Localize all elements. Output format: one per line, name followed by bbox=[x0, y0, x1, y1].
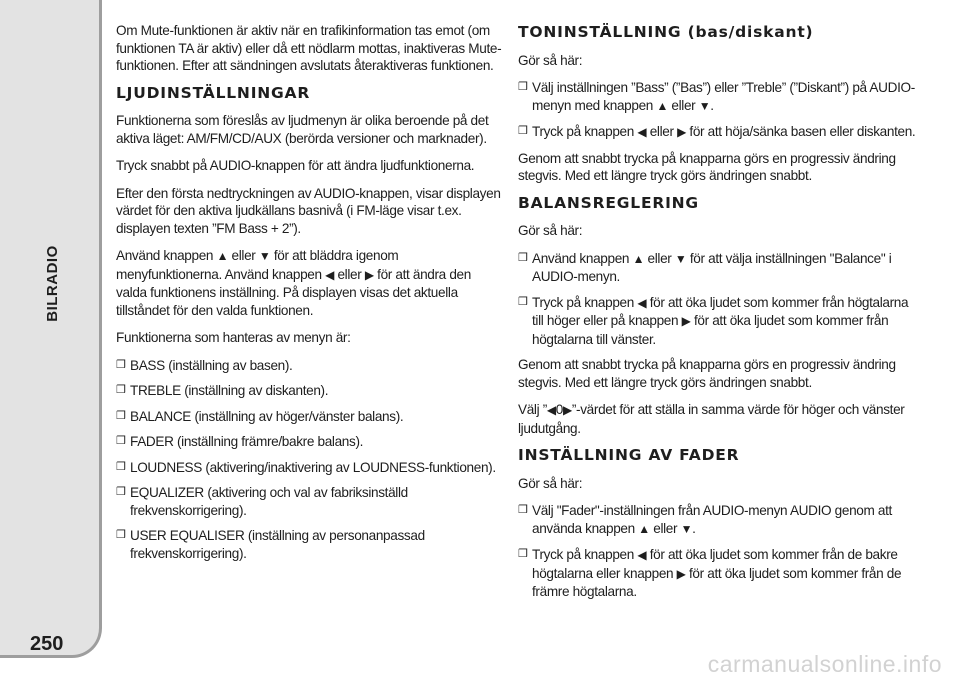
checkbox-bullet-icon: ❒ bbox=[518, 295, 528, 308]
watermark: carmanualsonline.info bbox=[707, 651, 942, 677]
arrow-down-icon: ▼ bbox=[680, 521, 693, 536]
arrow-left-icon: ◀ bbox=[325, 267, 335, 282]
list-item: ❒ Välj inställningen ”Bass” (”Bas”) eller ”Treble” (”Diskant”) på AUDIO-menyn med knappen ▲ eller ▼. bbox=[518, 79, 916, 115]
right-column bbox=[518, 22, 916, 609]
arrow-up-icon: ▲ bbox=[656, 98, 668, 113]
page-number: 250 bbox=[30, 633, 64, 655]
intro-paragraph: Om Mute-funktionen är aktiv när en trafikinformation tas emot (om funktionen TA är aktiv) eller då ett nödlarm mottas, inaktiveras Mute-funktionen. Efter att sändningen avslutats återaktiveras funktionen. bbox=[116, 23, 502, 73]
arrow-left-icon: ◀ bbox=[637, 125, 647, 139]
paragraph-buttons: Använd knappen ▲ eller ▼ för att bläddra igenom menyfunktionerna. Använd knappen ◀ eller ▶ för att ändra den valda funktionens inställning. På displayen visas det aktuella tillståndet för den valda funktionen. bbox=[116, 248, 471, 318]
checkbox-bullet-icon: ❒ bbox=[116, 529, 126, 541]
arrow-left-icon: ◀ bbox=[546, 403, 556, 417]
heading-tone-settings: TONINSTÄLLNING (bas/diskant) bbox=[518, 23, 814, 41]
arrow-up-icon: ▲ bbox=[216, 249, 229, 263]
arrow-right-icon: ▶ bbox=[676, 566, 686, 581]
heading-balance: BALANSREGLERING bbox=[518, 193, 699, 212]
list-item: ❒ EQUALIZER (aktivering och val av fabriksinställd frekvenskorrigering). bbox=[116, 485, 408, 518]
checkbox-bullet-icon: ❒ bbox=[116, 358, 126, 371]
paragraph: Genom att snabbt trycka på knapparna görs en progressiv ändring stegvis. Med ett längre tryck görs ändringen snabbt. bbox=[518, 357, 896, 390]
checkbox-bullet-icon: ❒ bbox=[518, 251, 528, 264]
checkbox-bullet-icon: ❒ bbox=[116, 460, 126, 473]
list-item: ❒ BASS (inställning av basen). bbox=[116, 357, 293, 373]
list-item: ❒ Tryck på knappen ◀ för att öka ljudet som kommer från de bakre högtalarna eller knappen ▶ för att öka ljudet som kommer från de främre högtalarna. bbox=[518, 547, 902, 599]
left-column bbox=[116, 22, 502, 570]
paragraph: Gör så här: bbox=[518, 475, 583, 491]
arrow-up-icon: ▲ bbox=[632, 251, 645, 266]
paragraph: Efter den första nedtryckningen av AUDIO-knappen, visar displayen värdet för den aktiva ljudkällans basnivå (i FM-läge visar t.ex. displayen texten ”FM Bass + 2”). bbox=[116, 185, 501, 236]
list-item: ❒ TREBLE (inställning av diskanten). bbox=[116, 383, 329, 398]
paragraph: Tryck snabbt på AUDIO-knappen för att ändra ljudfunktionerna. bbox=[116, 158, 475, 173]
paragraph: Funktionerna som föreslås av ljudmenyn är olika beroende på det aktiva läget: AM/FM/CD/AUX (berörda versioner och marknader). bbox=[116, 113, 489, 146]
paragraph: Genom att snabbt trycka på knapparna görs en progressiv ändring stegvis. Med ett längre tryck görs ändringen snabbt. bbox=[518, 150, 896, 183]
heading-fader: INSTÄLLNING AV FADER bbox=[518, 446, 740, 464]
list-item: ❒ Tryck på knappen ◀ för att öka ljudet som kommer från högtalarna till höger eller på knappen ▶ för att öka ljudet som kommer från högtalarna till vänster. bbox=[518, 294, 909, 347]
list-item: ❒ FADER (inställning främre/bakre balans). bbox=[116, 434, 364, 449]
arrow-right-icon: ▶ bbox=[677, 125, 686, 139]
checkbox-bullet-icon: ❒ bbox=[116, 409, 126, 422]
arrow-up-icon: ▲ bbox=[638, 521, 650, 536]
arrow-down-icon: ▼ bbox=[674, 251, 687, 266]
arrow-right-icon: ▶ bbox=[562, 403, 572, 417]
checkbox-bullet-icon: ❒ bbox=[518, 504, 528, 516]
paragraph: Gör så här: bbox=[518, 223, 583, 238]
arrow-down-icon: ▼ bbox=[698, 98, 711, 113]
list-item: ❒ BALANCE (inställning av höger/vänster balans). bbox=[116, 408, 404, 424]
arrow-right-icon: ▶ bbox=[364, 267, 374, 282]
list-item: ❒ Välj "Fader"-inställningen från AUDIO-menyn AUDIO genom att använda knappen ▲ eller ▼. bbox=[518, 502, 916, 538]
checkbox-bullet-icon: ❒ bbox=[116, 435, 126, 447]
paragraph: Gör så här: bbox=[518, 52, 583, 68]
checkbox-bullet-icon: ❒ bbox=[518, 81, 528, 93]
arrow-left-icon: ◀ bbox=[637, 548, 647, 562]
section-label: BILRADIO bbox=[43, 244, 61, 322]
arrow-right-icon: ▶ bbox=[681, 314, 691, 328]
checkbox-bullet-icon: ❒ bbox=[116, 486, 126, 498]
checkbox-bullet-icon: ❒ bbox=[518, 125, 528, 137]
list-item: ❒ USER EQUALISER (inställning av personanpassad frekvenskorrigering). bbox=[116, 528, 425, 561]
checkbox-bullet-icon: ❒ bbox=[518, 548, 528, 560]
checkbox-bullet-icon: ❒ bbox=[116, 384, 126, 396]
arrow-left-icon: ◀ bbox=[637, 295, 647, 310]
list-item: ❒ LOUDNESS (aktivering/inaktivering av LOUDNESS-funktionen). bbox=[116, 459, 496, 475]
arrow-down-icon: ▼ bbox=[258, 249, 271, 263]
list-item: ❒ Använd knappen ▲ eller ▼ för att välja inställningen "Balance" i AUDIO-menyn. bbox=[518, 250, 892, 284]
list-item: ❒ Tryck på knappen ◀ eller ▶ för att höja/sänka basen eller diskanten. bbox=[518, 123, 916, 142]
heading-sound-settings: LJUDINSTÄLLNINGAR bbox=[116, 83, 311, 102]
paragraph-center: Välj ”◀0▶”-värdet för att ställa in samma värde för höger och vänster ljudutgång. bbox=[518, 402, 905, 436]
paragraph: Funktionerna som hanteras av menyn är: bbox=[116, 330, 351, 345]
